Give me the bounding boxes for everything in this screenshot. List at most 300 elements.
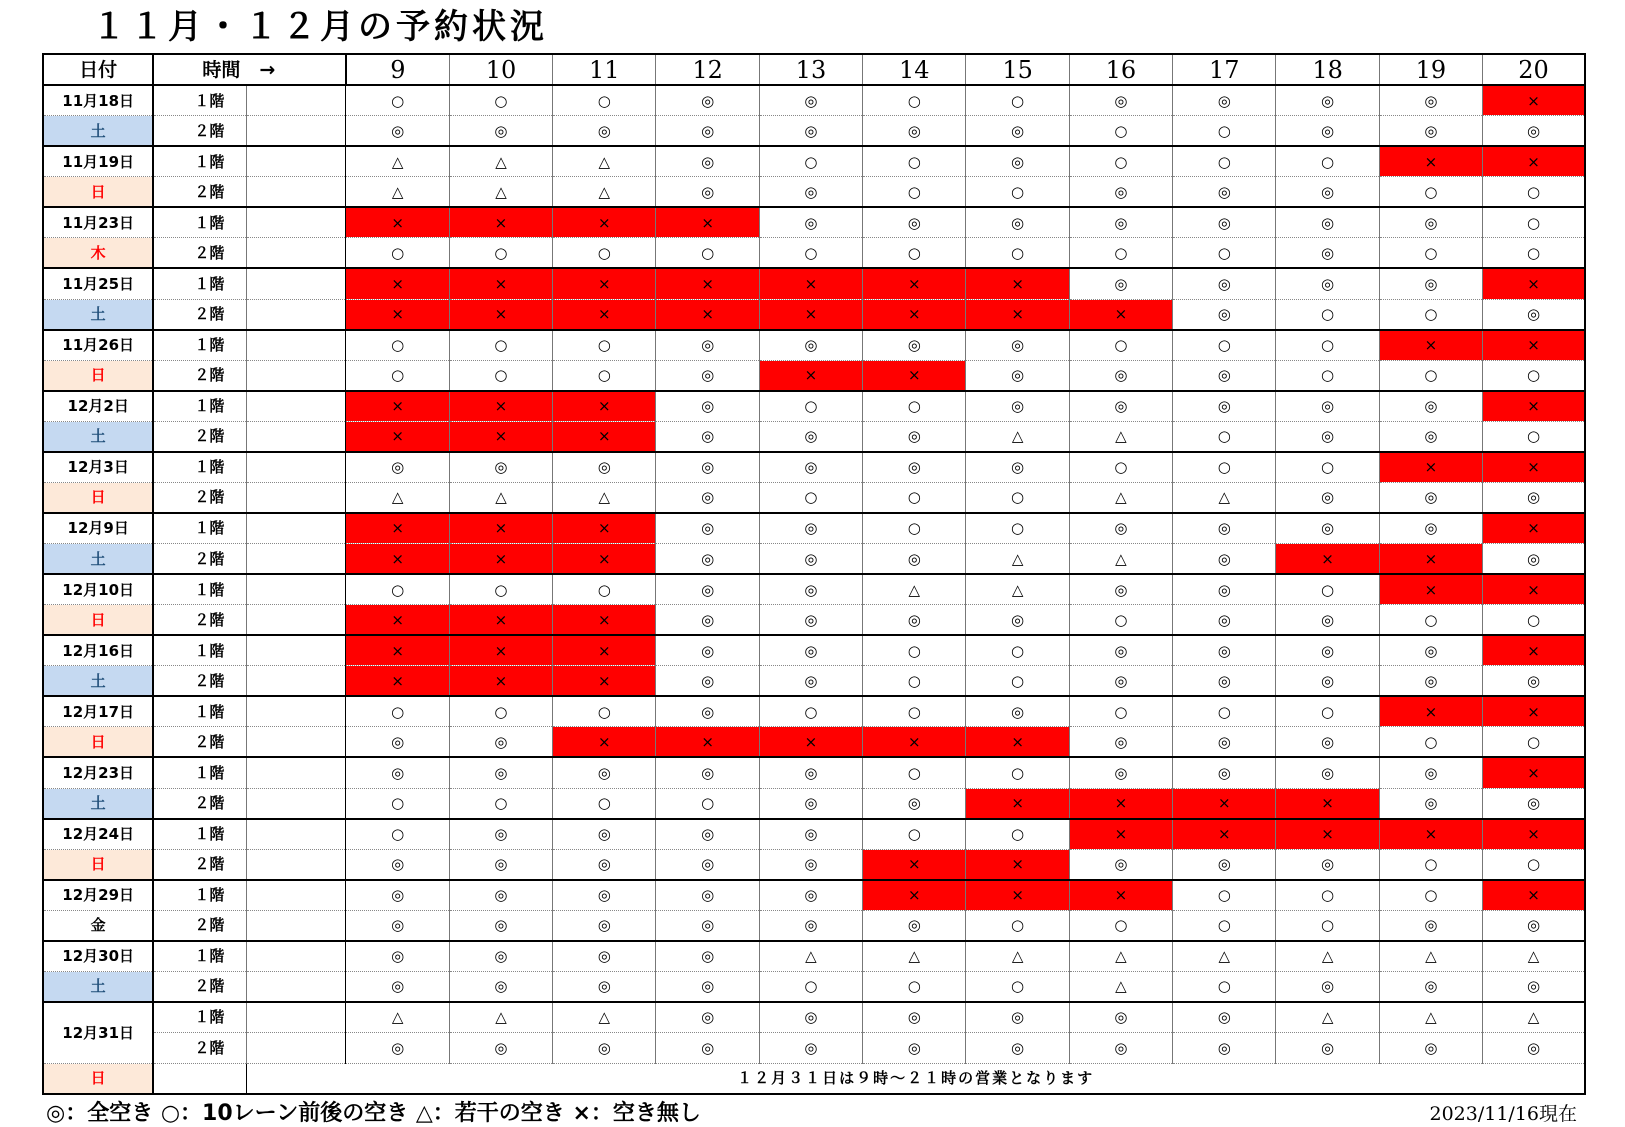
weekday-cell: 日 — [43, 1063, 153, 1094]
slot-cell: × — [759, 727, 862, 758]
slot-cell: ◎ — [346, 971, 449, 1002]
slot-cell: △ — [1379, 1002, 1482, 1033]
slot-cell: ○ — [346, 574, 449, 605]
slot-cell: × — [1069, 788, 1172, 819]
slot-cell: ◎ — [1069, 666, 1172, 697]
slot-cell: ○ — [1173, 971, 1276, 1002]
date-cell: 11月19日 — [43, 146, 153, 177]
blank-cell — [247, 360, 346, 391]
blank-cell — [247, 574, 346, 605]
slot-cell: × — [1276, 544, 1379, 575]
slot-cell: ○ — [863, 971, 966, 1002]
slot-cell: ◎ — [759, 544, 862, 575]
slot-cell: ◎ — [1379, 788, 1482, 819]
reservation-table — [42, 53, 1586, 1095]
slot-cell: △ — [449, 177, 552, 208]
slot-cell: ◎ — [1379, 666, 1482, 697]
slot-cell: △ — [966, 421, 1069, 452]
slot-cell: ◎ — [759, 910, 862, 941]
page-title: １１月・１２月の予約状況 — [92, 7, 548, 47]
blank-cell — [247, 85, 346, 116]
slot-cell: ◎ — [1069, 513, 1172, 544]
hour-header: 11 — [553, 54, 656, 85]
slot-cell: × — [346, 513, 449, 544]
table-row — [43, 207, 1585, 238]
blank-cell — [247, 727, 346, 758]
slot-cell: ◎ — [1276, 635, 1379, 666]
slot-cell: ◎ — [1483, 1033, 1585, 1064]
slot-cell: × — [1483, 819, 1585, 850]
slot-cell: × — [863, 360, 966, 391]
slot-cell: ◎ — [656, 757, 759, 788]
slot-cell: ◎ — [1379, 268, 1482, 299]
slot-cell: ◎ — [656, 421, 759, 452]
slot-cell: ○ — [863, 85, 966, 116]
slot-cell: × — [346, 391, 449, 422]
slot-cell: ◎ — [966, 207, 1069, 238]
slot-cell: × — [1483, 513, 1585, 544]
slot-cell: ◎ — [1379, 1033, 1482, 1064]
slot-cell: ◎ — [863, 1002, 966, 1033]
table-row — [43, 238, 1585, 269]
slot-cell: ◎ — [346, 910, 449, 941]
slot-cell: ○ — [1483, 207, 1585, 238]
slot-cell: ○ — [553, 360, 656, 391]
slot-cell: ○ — [966, 85, 1069, 116]
date-cell: 12月10日 — [43, 574, 153, 605]
weekday-cell: 土 — [43, 299, 153, 330]
slot-cell: ◎ — [1379, 207, 1482, 238]
slot-cell: ○ — [553, 85, 656, 116]
slot-cell: △ — [553, 146, 656, 177]
slot-cell: × — [553, 727, 656, 758]
slot-cell: △ — [863, 574, 966, 605]
slot-cell: ◎ — [1276, 238, 1379, 269]
slot-cell: ◎ — [1069, 635, 1172, 666]
slot-cell: × — [1379, 544, 1482, 575]
slot-cell: × — [1276, 819, 1379, 850]
date-cell: 12月30日 — [43, 941, 153, 972]
slot-cell: △ — [449, 1002, 552, 1033]
slot-cell: ◎ — [656, 1002, 759, 1033]
slot-cell: ◎ — [553, 452, 656, 483]
slot-cell: ◎ — [1069, 849, 1172, 880]
slot-cell: ◎ — [656, 452, 759, 483]
slot-cell: ◎ — [863, 544, 966, 575]
header-row — [43, 54, 1585, 85]
slot-cell: ○ — [1276, 299, 1379, 330]
blank-cell — [247, 146, 346, 177]
slot-cell: △ — [1069, 941, 1172, 972]
table-row — [43, 1033, 1585, 1064]
blank-cell — [247, 666, 346, 697]
slot-cell: × — [966, 727, 1069, 758]
slot-cell: ◎ — [1276, 849, 1379, 880]
slot-cell: ◎ — [656, 544, 759, 575]
slot-cell: ◎ — [1069, 727, 1172, 758]
slot-cell: ◎ — [656, 666, 759, 697]
date-column-header: 日付 — [43, 54, 153, 85]
slot-cell: ◎ — [656, 116, 759, 147]
slot-cell: ○ — [863, 391, 966, 422]
slot-cell: ◎ — [656, 849, 759, 880]
slot-cell: ◎ — [1069, 207, 1172, 238]
slot-cell: ○ — [1276, 880, 1379, 911]
slot-cell: ◎ — [553, 910, 656, 941]
slot-cell: ◎ — [656, 391, 759, 422]
slot-cell: × — [1173, 788, 1276, 819]
slot-cell: ◎ — [656, 696, 759, 727]
table-row — [43, 849, 1585, 880]
slot-cell: ◎ — [1483, 482, 1585, 513]
slot-cell: ◎ — [863, 452, 966, 483]
slot-cell: ○ — [1276, 146, 1379, 177]
slot-cell: ○ — [449, 238, 552, 269]
slot-cell: ◎ — [346, 727, 449, 758]
floor-label: １階 — [153, 574, 246, 605]
slot-cell: ◎ — [1069, 85, 1172, 116]
slot-cell: ○ — [1173, 696, 1276, 727]
table-row — [43, 177, 1585, 208]
date-cell: 12月24日 — [43, 819, 153, 850]
weekday-cell: 日 — [43, 849, 153, 880]
slot-cell: ◎ — [553, 971, 656, 1002]
slot-cell: ◎ — [1276, 482, 1379, 513]
slot-cell: ◎ — [553, 757, 656, 788]
floor-label: １階 — [153, 330, 246, 361]
table-row — [43, 941, 1585, 972]
slot-cell: ○ — [1276, 574, 1379, 605]
slot-cell: ◎ — [656, 971, 759, 1002]
slot-cell: ◎ — [1069, 360, 1172, 391]
slot-cell: × — [346, 299, 449, 330]
slot-cell: × — [1379, 696, 1482, 727]
floor-label: １階 — [153, 1002, 246, 1033]
slot-cell: × — [1379, 819, 1482, 850]
slot-cell: ◎ — [1276, 177, 1379, 208]
floor-label: ２階 — [153, 788, 246, 819]
date-cell: 12月23日 — [43, 757, 153, 788]
slot-cell: ○ — [1483, 421, 1585, 452]
slot-cell: ○ — [346, 330, 449, 361]
slot-cell: ◎ — [1379, 971, 1482, 1002]
slot-cell: ◎ — [553, 941, 656, 972]
weekday-cell: 土 — [43, 421, 153, 452]
slot-cell: ○ — [1276, 360, 1379, 391]
slot-cell: ○ — [449, 360, 552, 391]
slot-cell: △ — [1173, 482, 1276, 513]
slot-cell: ○ — [346, 696, 449, 727]
slot-cell: × — [1379, 452, 1482, 483]
slot-cell: ○ — [1379, 177, 1482, 208]
slot-cell: ◎ — [863, 605, 966, 636]
floor-label: １階 — [153, 85, 246, 116]
slot-cell: ○ — [346, 819, 449, 850]
slot-cell: ○ — [1379, 880, 1482, 911]
table-row — [43, 268, 1585, 299]
slot-cell: ○ — [1173, 910, 1276, 941]
slot-cell: ◎ — [863, 330, 966, 361]
slot-cell: ○ — [1173, 421, 1276, 452]
slot-cell: × — [863, 727, 966, 758]
blank-cell — [247, 482, 346, 513]
slot-cell: ◎ — [1483, 299, 1585, 330]
floor-label: １階 — [153, 513, 246, 544]
slot-cell: ○ — [1483, 727, 1585, 758]
slot-cell: ◎ — [1276, 971, 1379, 1002]
slot-cell: ◎ — [1379, 85, 1482, 116]
slot-cell: ◎ — [1173, 207, 1276, 238]
slot-cell: ◎ — [966, 146, 1069, 177]
slot-cell: ◎ — [1483, 971, 1585, 1002]
weekday-cell: 金 — [43, 910, 153, 941]
blank-cell — [247, 1033, 346, 1064]
slot-cell: ○ — [553, 788, 656, 819]
slot-cell: ○ — [553, 696, 656, 727]
slot-cell: ◎ — [553, 880, 656, 911]
slot-cell: ◎ — [1173, 574, 1276, 605]
slot-cell: × — [1173, 819, 1276, 850]
hour-header: 20 — [1483, 54, 1585, 85]
slot-cell: ○ — [346, 788, 449, 819]
slot-cell: △ — [553, 177, 656, 208]
slot-cell: △ — [553, 482, 656, 513]
table-row — [43, 880, 1585, 911]
slot-cell: ○ — [966, 910, 1069, 941]
floor-label: １階 — [153, 819, 246, 850]
slot-cell: × — [346, 635, 449, 666]
slot-cell: ◎ — [1173, 757, 1276, 788]
table-row — [43, 605, 1585, 636]
slot-cell: ○ — [966, 177, 1069, 208]
table-row — [43, 574, 1585, 605]
slot-cell: ○ — [1379, 605, 1482, 636]
slot-cell: × — [863, 268, 966, 299]
slot-cell: ○ — [1069, 330, 1172, 361]
slot-cell: × — [1379, 574, 1482, 605]
slot-cell: ○ — [1069, 146, 1172, 177]
slot-cell: △ — [346, 1002, 449, 1033]
slot-cell: × — [553, 513, 656, 544]
weekday-cell: 土 — [43, 116, 153, 147]
slot-cell: ◎ — [346, 116, 449, 147]
slot-cell: × — [1483, 880, 1585, 911]
slot-cell: ◎ — [449, 941, 552, 972]
slot-cell: × — [1379, 330, 1482, 361]
weekday-cell: 日 — [43, 727, 153, 758]
slot-cell: ◎ — [966, 696, 1069, 727]
floor-label: １階 — [153, 880, 246, 911]
slot-cell: ◎ — [656, 635, 759, 666]
slot-cell: × — [1276, 788, 1379, 819]
slot-cell: ◎ — [449, 116, 552, 147]
slot-cell: ○ — [966, 757, 1069, 788]
hour-header: 17 — [1173, 54, 1276, 85]
slot-cell: ○ — [1173, 330, 1276, 361]
hour-header: 14 — [863, 54, 966, 85]
blank-cell — [247, 819, 346, 850]
slot-cell: △ — [1173, 941, 1276, 972]
table-row — [43, 116, 1585, 147]
slot-cell: ○ — [1379, 849, 1482, 880]
table-row — [43, 452, 1585, 483]
slot-cell: × — [449, 544, 552, 575]
slot-cell: ◎ — [966, 391, 1069, 422]
table-row — [43, 85, 1585, 116]
slot-cell: ◎ — [966, 360, 1069, 391]
slot-cell: ◎ — [1379, 482, 1482, 513]
table-row — [43, 910, 1585, 941]
slot-cell: × — [449, 513, 552, 544]
floor-label: １階 — [153, 207, 246, 238]
slot-cell: ◎ — [1276, 727, 1379, 758]
slot-cell: ◎ — [1483, 544, 1585, 575]
slot-cell: ○ — [1379, 299, 1482, 330]
slot-cell: × — [1069, 880, 1172, 911]
slot-cell: ◎ — [656, 177, 759, 208]
blank-cell — [247, 268, 346, 299]
slot-cell: △ — [1276, 941, 1379, 972]
blank-cell — [247, 849, 346, 880]
slot-cell: ◎ — [759, 666, 862, 697]
slot-cell: ○ — [1069, 452, 1172, 483]
slot-cell: × — [759, 268, 862, 299]
slot-cell: ◎ — [1173, 268, 1276, 299]
slot-cell: ○ — [759, 391, 862, 422]
slot-cell: △ — [1069, 544, 1172, 575]
slot-cell: × — [553, 391, 656, 422]
slot-cell: ◎ — [759, 177, 862, 208]
blank-cell — [247, 513, 346, 544]
slot-cell: ○ — [656, 238, 759, 269]
slot-cell: ◎ — [1173, 85, 1276, 116]
slot-cell: × — [449, 391, 552, 422]
slot-cell: ○ — [553, 330, 656, 361]
blank-cell — [247, 544, 346, 575]
floor-label: ２階 — [153, 238, 246, 269]
date-cell: 12月31日 — [43, 1002, 153, 1063]
slot-cell: × — [1483, 330, 1585, 361]
floor-label: ２階 — [153, 360, 246, 391]
slot-cell: ○ — [759, 482, 862, 513]
slot-cell: △ — [759, 941, 862, 972]
hour-header: 13 — [759, 54, 862, 85]
floor-label: １階 — [153, 268, 246, 299]
floor-label: ２階 — [153, 605, 246, 636]
slot-cell: ◎ — [759, 849, 862, 880]
slot-cell: ◎ — [1483, 788, 1585, 819]
slot-cell: ◎ — [1276, 757, 1379, 788]
slot-cell: × — [863, 299, 966, 330]
blank-cell — [247, 971, 346, 1002]
business-hours-note: １２月３１日は９時～２１時の営業となります — [247, 1063, 1585, 1094]
slot-cell: ○ — [1379, 360, 1482, 391]
slot-cell: ○ — [759, 238, 862, 269]
slot-cell: ○ — [1276, 330, 1379, 361]
slot-cell: ◎ — [656, 910, 759, 941]
blank-cell — [247, 788, 346, 819]
table-row — [43, 727, 1585, 758]
table-row — [43, 391, 1585, 422]
blank-cell — [247, 696, 346, 727]
slot-cell: ◎ — [759, 1033, 862, 1064]
slot-cell: ◎ — [656, 482, 759, 513]
slot-cell: × — [449, 635, 552, 666]
slot-cell: △ — [1379, 941, 1482, 972]
weekday-cell: 土 — [43, 544, 153, 575]
slot-cell: × — [656, 299, 759, 330]
slot-cell: ○ — [966, 513, 1069, 544]
slot-cell: × — [656, 207, 759, 238]
slot-cell: ◎ — [759, 513, 862, 544]
hour-header: 18 — [1276, 54, 1379, 85]
slot-cell: ○ — [449, 696, 552, 727]
hour-header: 16 — [1069, 54, 1172, 85]
slot-cell: ◎ — [346, 452, 449, 483]
slot-cell: ○ — [346, 238, 449, 269]
slot-cell: × — [346, 666, 449, 697]
slot-cell: ◎ — [449, 819, 552, 850]
date-cell: 11月25日 — [43, 268, 153, 299]
blank-cell — [247, 1002, 346, 1033]
slot-cell: × — [449, 268, 552, 299]
slot-cell: ◎ — [1069, 1033, 1172, 1064]
slot-cell: ○ — [1483, 177, 1585, 208]
blank-cell — [247, 330, 346, 361]
slot-cell: × — [1483, 391, 1585, 422]
hour-header: 12 — [656, 54, 759, 85]
slot-cell: × — [1483, 696, 1585, 727]
slot-cell: ◎ — [553, 116, 656, 147]
blank-cell — [247, 299, 346, 330]
hour-header: 9 — [346, 54, 449, 85]
slot-cell: ○ — [863, 177, 966, 208]
slot-cell: ◎ — [1379, 910, 1482, 941]
slot-cell: ◎ — [1173, 299, 1276, 330]
slot-cell: △ — [449, 146, 552, 177]
slot-cell: ◎ — [1069, 757, 1172, 788]
slot-cell: × — [449, 421, 552, 452]
slot-cell: × — [553, 207, 656, 238]
slot-cell: ◎ — [1379, 421, 1482, 452]
floor-label: ２階 — [153, 116, 246, 147]
slot-cell: ◎ — [553, 1033, 656, 1064]
blank-cell — [247, 238, 346, 269]
slot-cell: × — [759, 299, 862, 330]
slot-cell: ◎ — [553, 849, 656, 880]
slot-cell: × — [1483, 574, 1585, 605]
floor-label: ２階 — [153, 1033, 246, 1064]
date-cell: 12月16日 — [43, 635, 153, 666]
date-cell: 12月9日 — [43, 513, 153, 544]
slot-cell: ◎ — [759, 880, 862, 911]
slot-cell: ◎ — [656, 941, 759, 972]
slot-cell: ◎ — [1069, 177, 1172, 208]
floor-label: ２階 — [153, 666, 246, 697]
slot-cell: ○ — [863, 482, 966, 513]
slot-cell: △ — [1069, 971, 1172, 1002]
blank-cell — [247, 116, 346, 147]
slot-cell: ◎ — [1173, 849, 1276, 880]
slot-cell: ○ — [863, 146, 966, 177]
slot-cell: ○ — [759, 971, 862, 1002]
date-cell: 12月2日 — [43, 391, 153, 422]
slot-cell: ○ — [863, 757, 966, 788]
slot-cell: ◎ — [759, 757, 862, 788]
slot-cell: × — [449, 299, 552, 330]
slot-cell: ◎ — [863, 788, 966, 819]
table-row — [43, 482, 1585, 513]
